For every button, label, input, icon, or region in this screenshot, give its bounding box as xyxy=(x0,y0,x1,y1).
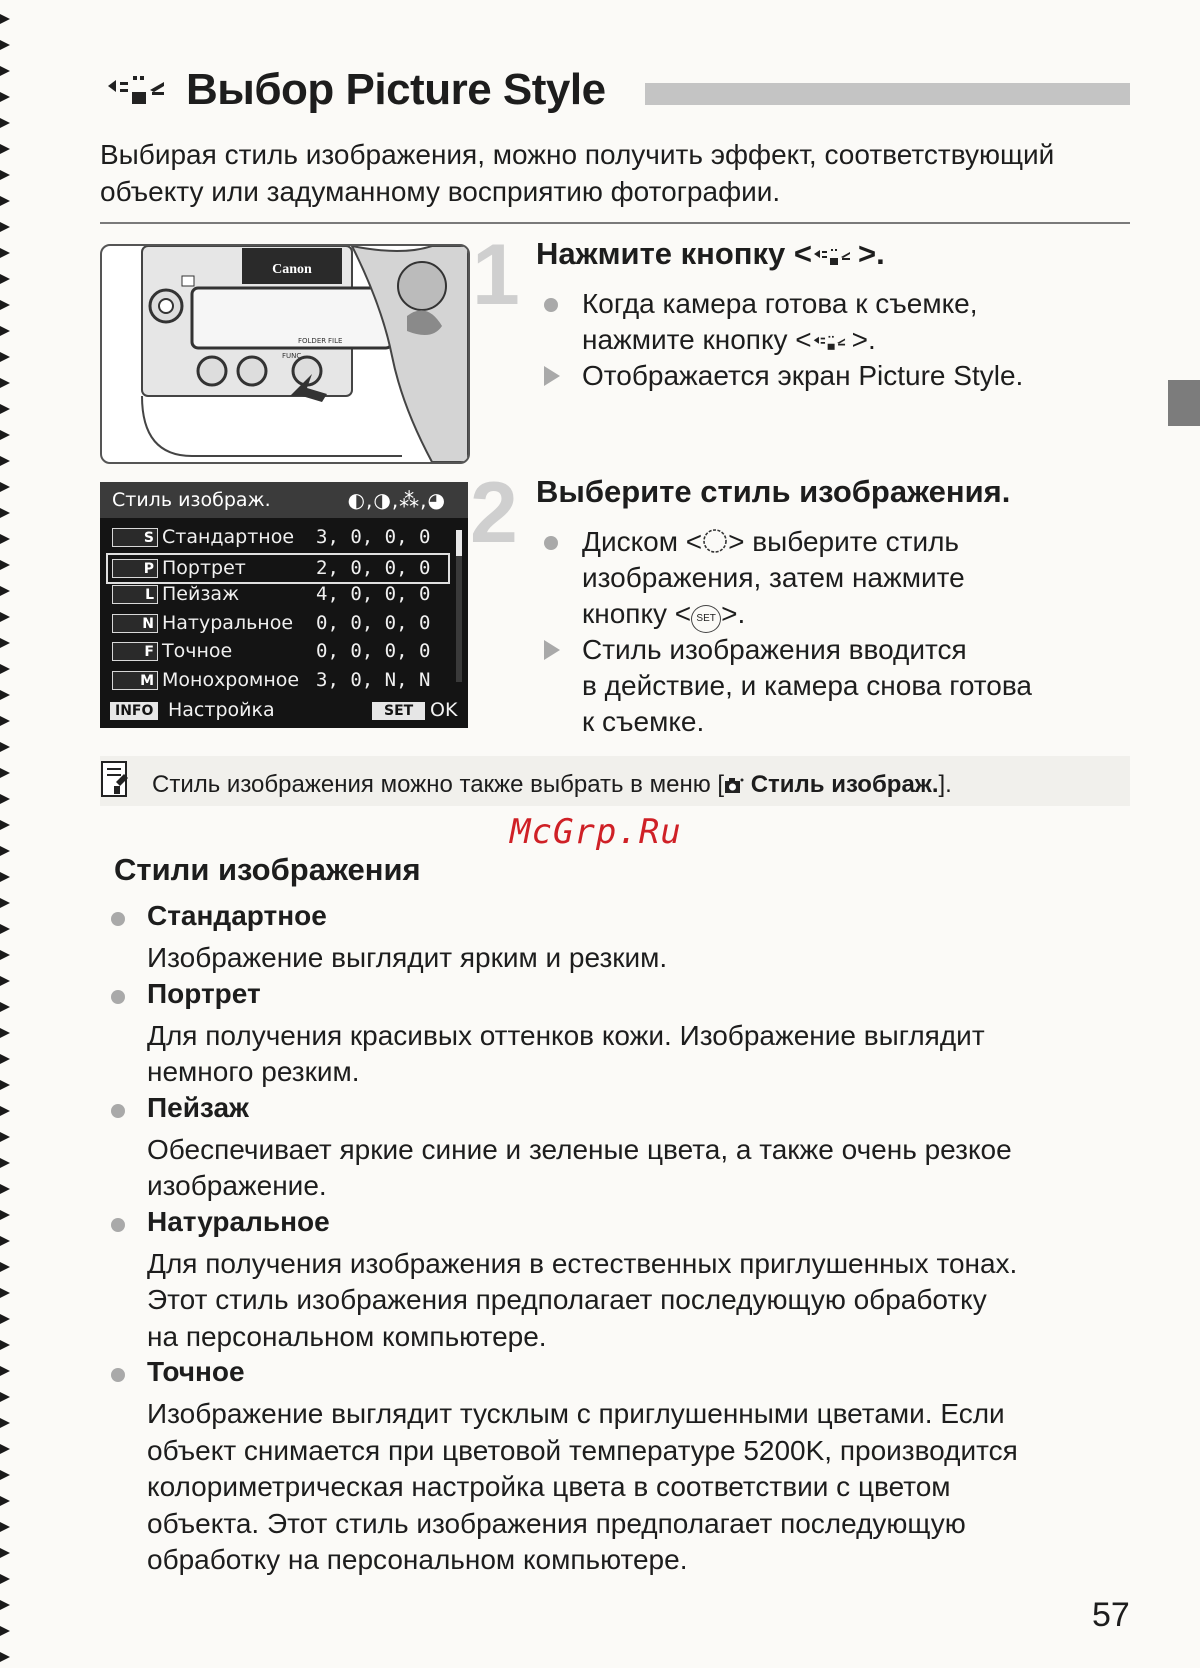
bullet-dot xyxy=(111,1104,125,1118)
style-description-line: объект снимается при цветовой температуре 5200K, производится xyxy=(147,1434,1018,1466)
style-description-line: Для получения красивых оттенков кожи. Изображение выглядит xyxy=(147,1019,985,1051)
picture-style-row[interactable] xyxy=(108,581,448,608)
picture-style-icon xyxy=(100,70,180,110)
style-parameters: 3, 0, 0, 0 xyxy=(316,526,431,548)
binding-tick xyxy=(0,716,10,726)
binding-tick xyxy=(0,794,10,804)
quick-control-dial-icon xyxy=(702,528,728,554)
binding-tick xyxy=(0,690,10,700)
binding-tick xyxy=(0,456,10,466)
style-parameters: 0, 0, 0, 0 xyxy=(316,640,431,662)
binding-tick xyxy=(0,898,10,908)
binding-tick xyxy=(0,14,10,24)
page-title: Выбор Picture Style xyxy=(186,65,606,114)
binding-tick xyxy=(0,1340,10,1350)
style-heading: Пейзаж xyxy=(147,1091,249,1123)
bullet-dot xyxy=(111,1218,125,1232)
picture-style-row[interactable] xyxy=(108,610,448,637)
binding-tick xyxy=(0,1522,10,1532)
binding-tick xyxy=(0,326,10,336)
camera-body-drawing xyxy=(102,246,468,462)
binding-tick xyxy=(0,976,10,986)
bullet-dot xyxy=(111,912,125,926)
picture-style-screen xyxy=(100,482,468,728)
bullet-dot xyxy=(111,990,125,1004)
binding-tick xyxy=(0,1314,10,1324)
style-description-line: Изображение выглядит тусклым с приглушенными цветами. Если xyxy=(147,1398,1005,1429)
intro-paragraph: Выбирая стиль изображения, можно получить эффект, соответствующий объекту или задуманному восприятию фотографии. xyxy=(100,139,1055,207)
style-name: Стандартное xyxy=(162,526,295,548)
binding-tick xyxy=(0,1028,10,1038)
binding-tick xyxy=(0,1600,10,1610)
binding-tick xyxy=(0,482,10,492)
binding-tick xyxy=(0,144,10,154)
style-parameters: 4, 0, 0, 0 xyxy=(316,583,431,605)
step-2-result-line-3: к съемке. xyxy=(582,706,705,737)
set-button-icon: SET xyxy=(691,605,721,633)
style-description-line: немного резким. xyxy=(147,1056,360,1087)
binding-tick xyxy=(0,1184,10,1194)
binding-tick xyxy=(0,1002,10,1012)
binding-tick xyxy=(0,1132,10,1142)
step-1-heading: Нажмите кнопку < >. xyxy=(536,236,885,271)
camera-illustration xyxy=(100,244,470,464)
binding-tick xyxy=(0,1080,10,1090)
scroll-thumb xyxy=(456,530,462,556)
binding-tick xyxy=(0,1106,10,1116)
binding-tick xyxy=(0,196,10,206)
step-2-heading: Выберите стиль изображения. xyxy=(536,474,1011,509)
result-arrow-icon xyxy=(544,640,560,660)
screen-header xyxy=(100,482,468,518)
svg-text:FUNC.: FUNC. xyxy=(282,352,304,360)
ok-label: OK xyxy=(430,699,458,721)
style-description-line: Этот стиль изображения предполагает последующую обработку xyxy=(147,1284,987,1315)
screen-title: Стиль изображ. xyxy=(112,489,271,511)
info-badge: INFO xyxy=(110,702,158,720)
binding-tick xyxy=(0,664,10,674)
step-2-bullet-line-3: кнопку < SET >. xyxy=(582,596,745,633)
style-parameters: 2, 0, 0, 0 xyxy=(316,556,431,579)
binding-tick xyxy=(0,924,10,934)
style-heading: Натуральное xyxy=(147,1205,330,1237)
binding-tick xyxy=(0,1574,10,1584)
shooting-menu-camera-icon xyxy=(724,777,744,795)
note-text: Стиль изображения можно также выбрать в меню [ Стиль изображ.]. xyxy=(152,771,952,798)
binding-tick xyxy=(0,404,10,414)
step-2-bullet-line-1: Диском < > выберите стиль xyxy=(582,526,960,557)
binding-tick xyxy=(0,40,10,50)
binding-tick xyxy=(0,1418,10,1428)
binding-tick xyxy=(0,274,10,284)
style-heading: Стандартное xyxy=(147,900,327,931)
step-1-result: Отображается экран Picture Style. xyxy=(582,360,1024,391)
binding-tick xyxy=(0,508,10,518)
svg-text:FILE: FILE xyxy=(328,337,343,345)
style-name: Портрет xyxy=(162,556,246,579)
result-arrow-icon xyxy=(544,366,560,386)
binding-tick xyxy=(0,430,10,440)
picture-style-row[interactable] xyxy=(108,638,448,665)
chapter-tab xyxy=(1168,380,1200,426)
set-badge: SET xyxy=(372,702,425,720)
binding-tick xyxy=(0,1652,10,1662)
binding-edge xyxy=(0,0,14,1668)
binding-tick xyxy=(0,768,10,778)
picture-style-icon: F xyxy=(112,642,158,661)
bullet-dot xyxy=(544,536,558,550)
svg-text:FOLDER: FOLDER xyxy=(298,337,327,345)
step-2-number: 2 xyxy=(470,465,518,561)
picture-style-icon xyxy=(812,332,852,352)
binding-tick xyxy=(0,846,10,856)
binding-tick xyxy=(0,612,10,622)
binding-tick xyxy=(0,586,10,596)
step-1-bullet-line-1: Когда камера готова к съемке, xyxy=(582,288,978,319)
binding-tick xyxy=(0,378,10,388)
picture-style-icon: L xyxy=(112,585,158,604)
picture-style-icon xyxy=(812,245,858,267)
watermark: McGrp.Ru xyxy=(510,812,682,852)
binding-tick xyxy=(0,118,10,128)
step-2-result-line-2: в действие, и камера снова готова xyxy=(582,670,1032,701)
style-description-line: объекта. Этот стиль изображения предполагает последующую xyxy=(147,1507,966,1539)
parameter-icons: ◐,◑,⁂,◕ xyxy=(347,488,446,512)
style-description-line: на персональном компьютере. xyxy=(147,1320,547,1352)
picture-style-row[interactable] xyxy=(108,524,448,551)
binding-tick xyxy=(0,1236,10,1246)
step-2-result-line-1: Стиль изображения вводится xyxy=(582,634,967,665)
section-title: Стили изображения xyxy=(114,852,421,887)
binding-tick xyxy=(0,300,10,310)
style-description-line: Обеспечивает яркие синие и зеленые цвета, а также очень резкое xyxy=(147,1133,1012,1165)
binding-tick xyxy=(0,1366,10,1376)
binding-tick xyxy=(0,1392,10,1402)
style-name: Монохромное xyxy=(162,668,300,691)
binding-tick xyxy=(0,820,10,830)
picture-style-row[interactable] xyxy=(106,553,450,584)
section-divider xyxy=(100,222,1130,224)
picture-style-icon: M xyxy=(112,671,158,690)
binding-tick xyxy=(0,1444,10,1454)
step-1-number: 1 xyxy=(472,227,520,323)
memo-note-icon xyxy=(100,760,134,800)
title-rule-bar xyxy=(645,83,1130,105)
binding-tick xyxy=(0,248,10,258)
binding-tick xyxy=(0,1210,10,1220)
style-description-line: Для получения изображения в естественных приглушенных тонах. xyxy=(147,1247,1018,1279)
binding-tick xyxy=(0,1496,10,1506)
style-heading: Портрет xyxy=(147,977,261,1009)
binding-tick xyxy=(0,638,10,648)
binding-tick xyxy=(0,1158,10,1168)
camera-brand: Canon xyxy=(272,262,312,277)
picture-style-row[interactable] xyxy=(108,667,448,694)
binding-tick xyxy=(0,1548,10,1558)
page-number: 57 xyxy=(1092,1596,1130,1634)
settings-label: Настройка xyxy=(168,699,275,721)
binding-tick xyxy=(0,1262,10,1272)
binding-tick xyxy=(0,66,10,76)
bullet-dot xyxy=(544,298,558,312)
binding-tick xyxy=(0,534,10,544)
binding-tick xyxy=(0,1626,10,1636)
binding-tick xyxy=(0,1288,10,1298)
binding-tick xyxy=(0,352,10,362)
style-parameters: 0, 0, 0, 0 xyxy=(316,611,431,634)
style-description-line: изображение. xyxy=(147,1170,327,1201)
binding-tick xyxy=(0,1054,10,1064)
binding-tick xyxy=(0,222,10,232)
style-name: Точное xyxy=(162,640,233,662)
picture-style-icon: N xyxy=(112,614,158,633)
style-name: Натуральное xyxy=(162,611,294,634)
picture-style-icon: S xyxy=(112,528,158,547)
scrollbar xyxy=(456,530,462,682)
binding-tick xyxy=(0,560,10,570)
binding-tick xyxy=(0,872,10,882)
style-description-line: колориметрическая настройка цвета в соответствии с цветом xyxy=(147,1471,951,1502)
style-name: Пейзаж xyxy=(162,583,240,605)
picture-style-icon: P xyxy=(112,559,158,578)
style-description-line: Изображение выглядит ярким и резким. xyxy=(147,942,668,973)
style-parameters: 3, 0, N, N xyxy=(316,668,431,691)
style-heading: Точное xyxy=(147,1356,245,1387)
binding-tick xyxy=(0,742,10,752)
bullet-dot xyxy=(111,1368,125,1382)
binding-tick xyxy=(0,170,10,180)
style-description-line: обработку на персональном компьютере. xyxy=(147,1544,688,1575)
binding-tick xyxy=(0,92,10,102)
screen-footer xyxy=(100,696,468,726)
step-2-bullet-line-2: изображения, затем нажмите xyxy=(582,562,965,593)
binding-tick xyxy=(0,1470,10,1480)
step-1-bullet-line-2: нажмите кнопку < >. xyxy=(582,324,876,355)
binding-tick xyxy=(0,950,10,960)
